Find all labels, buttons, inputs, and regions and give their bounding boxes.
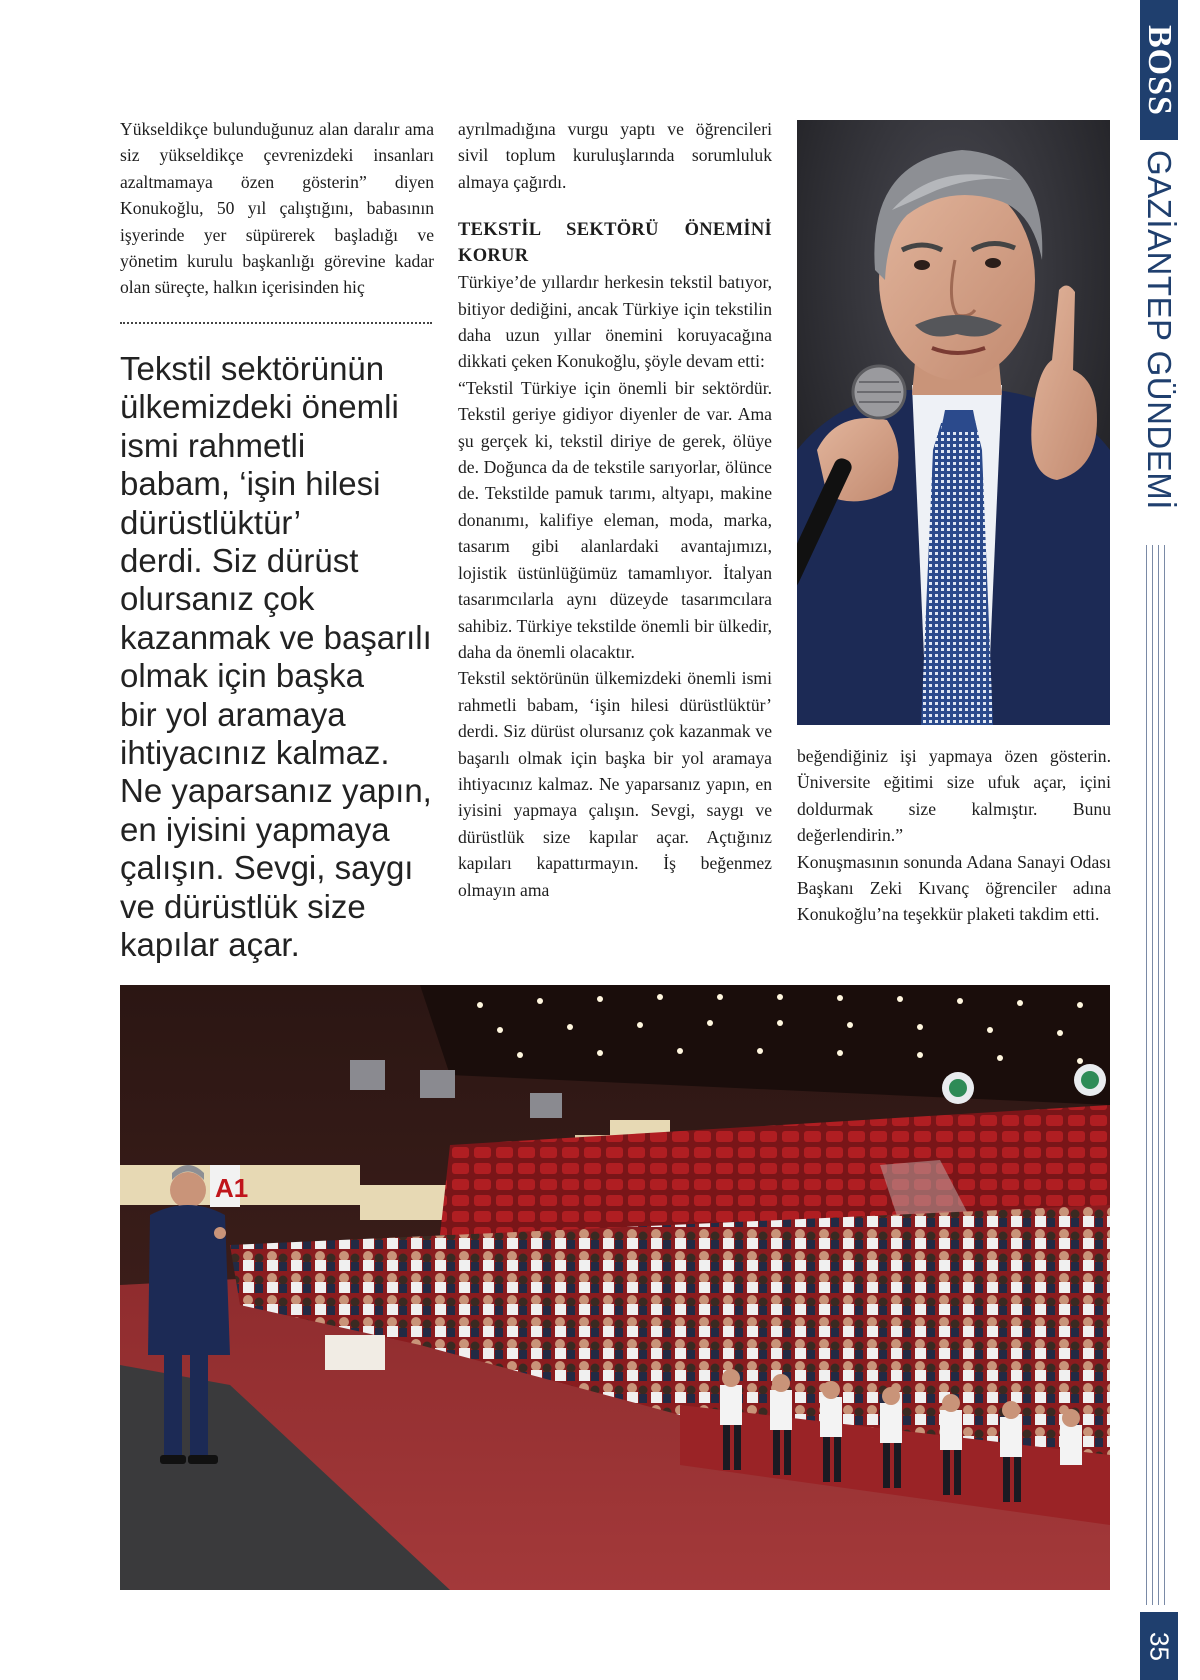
column-2-intro: ayrılmadığına vurgu yaptı ve öğrencileri sivil toplum kuruluşlarında sorumluluk almaya çağırdı.	[458, 119, 772, 192]
pull-quote-line: dürüstlüktür’	[120, 503, 301, 541]
pull-quote	[120, 350, 440, 965]
sign-a1: A1	[215, 1173, 249, 1203]
speaker-portrait-photo	[797, 120, 1110, 725]
section-title: GAZİANTEP GÜNDEMİ	[1141, 150, 1178, 510]
subheading: TEKSTİL SEKTÖRÜ ÖNEMİNİ KORUR	[458, 220, 772, 267]
pull-quote-line: ülkemizdeki önemli	[120, 388, 399, 426]
column-2-paragraph: Tekstil sektörünün ülkemizdeki önemli ismi rahmetli babam, ‘işin hilesi dürüstlüktür’ derdi. Siz dürüst olursanız çok kazanmak ve başarılı olmak için başka bir yol aramaya ihtiyacınız kalmaz. Ne yaparsanız yapın, en iyisini yapmaya çalışın. Sevgi, saygı ve dürüstlük size kapılar açar. Açtığınız kapıları kapattırmayın. İş beğenmez olmayın ama	[458, 668, 772, 900]
decorative-rules	[1146, 545, 1172, 1605]
page-number-box	[1140, 1612, 1178, 1680]
column-2-paragraph: “Tekstil Türkiye için önemli bir sektördür. Tekstil geriye gidiyor diyenler de var. Ama şu gerçek ki, tekstil diriye de gerek, ölüye de. Doğunca da de tekstile sarıyorlar, ölünce de. Tekstilde pamuk tarımı, altyapı, makine donanımı, kalifiye eleman, moda, marka, tasarım gibi alanlardaki avantajımızı, lojistik üstünlüğümüz tamamlıyor. İtalyan tasarımcılarla aynı düzeyde tasarımcılara sahibiz. Türkiye tekstilde önemli bir ülkedir, daha da önemli olacaktır.	[458, 377, 772, 662]
pull-quote-line: derdi. Siz dürüst	[120, 542, 359, 580]
pull-quote-line: babam, ‘işin hilesi	[120, 465, 381, 503]
pull-quote-line: en iyisini yapmaya	[120, 810, 390, 848]
pull-quote-line: bir yol aramaya	[120, 695, 346, 733]
pull-quote-line: ve dürüstlük size	[120, 887, 366, 925]
column-2-paragraph: Türkiye’de yıllardır herkesin tekstil batıyor, bitiyor dediğini, ancak Türkiye için tekstilin daha uzun yıllar önemini koruyacağına dikkati çeken Konukoğlu, şöyle devam etti:	[458, 272, 772, 372]
pull-quote-line: Tekstil sektörünün	[120, 350, 385, 387]
pull-quote-line: ismi rahmetli	[120, 426, 306, 464]
column-3	[797, 743, 1111, 928]
column-1-text: Yükseldikçe bulunduğunuz alan daralır ama siz yükseldikçe çevrenizdeki insanları azaltmamaya özen gösterin” diyen Konukoğlu, 50 yıl çalıştığını, babasının işyerinde yer süpürerek başladığı ve yönetim kurulu başkanlığı görevine kadar olan süreçte, halkın içerisinden hiç	[120, 119, 434, 298]
auditorium-illustration	[120, 985, 1110, 1590]
magazine-brand: BOSS	[1141, 24, 1178, 116]
divider-dotted	[120, 322, 432, 324]
auditorium-audience-photo	[120, 985, 1110, 1590]
pull-quote-line: olmak için başka	[120, 657, 364, 695]
pull-quote-line: olursanız çok	[120, 580, 315, 618]
pull-quote-line: kazanmak ve başarılı	[120, 618, 432, 656]
column-1	[120, 116, 434, 301]
pull-quote-line: ihtiyacınız kalmaz.	[120, 734, 390, 772]
side-banner	[1140, 0, 1178, 1680]
page-number: 35	[1144, 1631, 1175, 1661]
pull-quote-line: çalışın. Sevgi, saygı	[120, 849, 414, 887]
brand-box	[1140, 0, 1178, 140]
pull-quote-line: kapılar açar.	[120, 926, 300, 964]
pull-quote-line: Ne yaparsanız yapın,	[120, 772, 432, 810]
column-2	[458, 116, 772, 903]
speaker-portrait-illustration	[797, 120, 1110, 725]
column-3-paragraph: beğendiğiniz işi yapmaya özen gösterin. Üniversite eğitimi size ufuk açar, içini doldurmak size kalmıştır. Bunu değerlendirin.”	[797, 746, 1111, 846]
column-3-paragraph: Konuşmasının sonunda Adana Sanayi Odası Başkanı Zeki Kıvanç öğrenciler adına Konukoğlu’na teşekkür plaketi takdim etti.	[797, 851, 1111, 925]
